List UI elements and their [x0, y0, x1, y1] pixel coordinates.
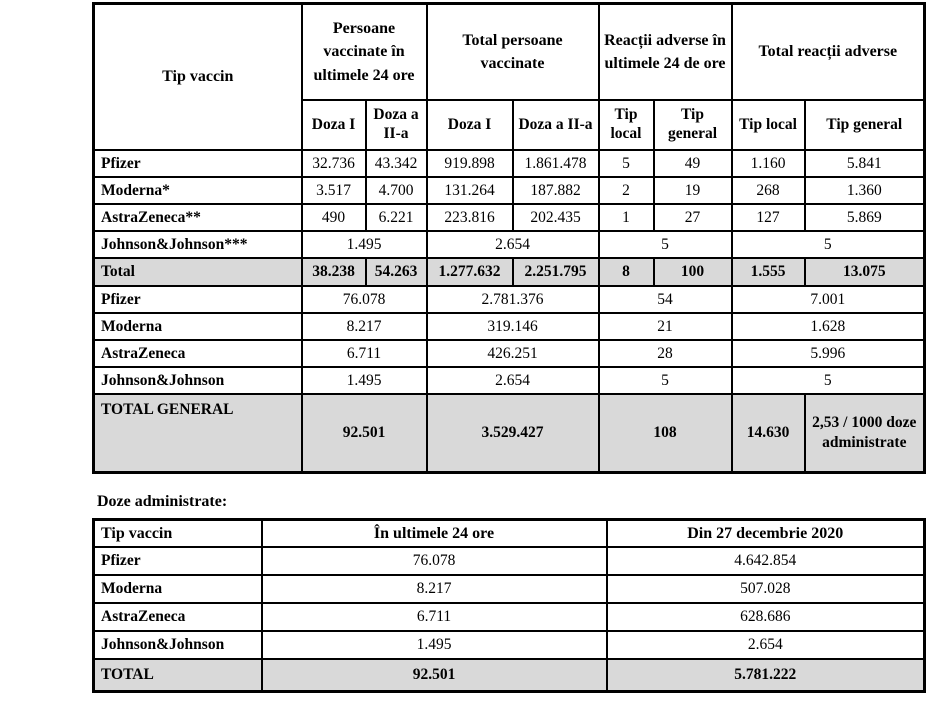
table-row-astrazeneca — [94, 603, 925, 631]
column-header-last24h: În ultimele 24 ore — [262, 520, 607, 548]
value-cell: 2 — [599, 177, 654, 204]
column-header-doza1: Doza I — [302, 100, 366, 150]
value-cell: 1.861.478 — [513, 150, 599, 177]
value-cell: 1.277.632 — [427, 258, 513, 286]
value-cell: 100 — [654, 258, 732, 286]
table-row-moderna-combined — [94, 313, 925, 340]
value-cell: 27 — [654, 204, 732, 231]
vaccine-name-cell: AstraZeneca — [94, 603, 262, 631]
value-cell: 2.781.376 — [427, 286, 599, 313]
value-cell: 3.517 — [302, 177, 366, 204]
value-cell: 5 — [599, 367, 732, 394]
vaccine-name-cell: Johnson&Johnson — [94, 367, 302, 394]
group-header-vaccinated-24h: Persoane vaccinate în ultimele 24 ore — [302, 4, 427, 101]
value-cell: 76.078 — [262, 547, 607, 575]
value-cell: 1 — [599, 204, 654, 231]
value-cell: 1.495 — [302, 231, 427, 258]
value-cell: 1.495 — [302, 367, 427, 394]
value-cell: 28 — [599, 340, 732, 367]
value-cell: 5.781.222 — [607, 659, 925, 692]
value-cell: 8.217 — [262, 575, 607, 603]
value-cell: 1.628 — [732, 313, 925, 340]
column-header-doza1-total: Doza I — [427, 100, 513, 150]
value-cell: 1.495 — [262, 631, 607, 659]
value-cell: 92.501 — [262, 659, 607, 692]
table-row-total-general — [94, 394, 925, 473]
value-cell: 13.075 — [805, 258, 925, 286]
vaccine-name-cell: AstraZeneca** — [94, 204, 302, 231]
group-header-reactions-24h: Reacții adverse în ultimele 24 de ore — [599, 4, 732, 101]
group-header-total-reactions: Total reacții adverse — [732, 4, 925, 101]
value-cell: 202.435 — [513, 204, 599, 231]
reaction-rate-cell: 2,53 / 1000 doze administrate — [805, 394, 925, 473]
column-header-tip-local-24h: Tip local — [599, 100, 654, 150]
column-header-tip-local-total: Tip local — [732, 100, 805, 150]
value-cell: 8 — [599, 258, 654, 286]
table-row-pfizer-combined — [94, 286, 925, 313]
value-cell: 1.555 — [732, 258, 805, 286]
value-cell: 32.736 — [302, 150, 366, 177]
table-row-moderna-doses — [94, 177, 925, 204]
column-header-tip-general-total: Tip general — [805, 100, 925, 150]
vaccine-name-cell: Pfizer — [94, 547, 262, 575]
value-cell: 223.816 — [427, 204, 513, 231]
value-cell: 2.654 — [427, 367, 599, 394]
value-cell: 21 — [599, 313, 732, 340]
value-cell: 426.251 — [427, 340, 599, 367]
table-row-total — [94, 258, 925, 286]
value-cell: 5 — [732, 231, 925, 258]
column-header-tip-general-24h: Tip general — [654, 100, 732, 150]
value-cell: 54 — [599, 286, 732, 313]
value-cell: 6.221 — [366, 204, 427, 231]
value-cell: 490 — [302, 204, 366, 231]
value-cell: 14.630 — [732, 394, 805, 473]
column-header-doza2: Doza a II-a — [366, 100, 427, 150]
table-row-johnson-combined — [94, 367, 925, 394]
doses-administered-label: Doze administrate: — [97, 493, 228, 510]
value-cell: 6.711 — [302, 340, 427, 367]
column-header-tip-vaccin: Tip vaccin — [94, 520, 262, 548]
header-row-groups — [94, 4, 925, 101]
table-row-pfizer-doses — [94, 150, 925, 177]
vaccine-name-cell: Pfizer — [94, 286, 302, 313]
vaccine-name-cell: Moderna — [94, 313, 302, 340]
value-cell: 4.700 — [366, 177, 427, 204]
table-row-total — [94, 659, 925, 692]
doses-administered-table — [92, 518, 926, 693]
value-cell: 187.882 — [513, 177, 599, 204]
value-cell: 1.360 — [805, 177, 925, 204]
value-cell: 507.028 — [607, 575, 925, 603]
vaccine-name-cell: Johnson&Johnson — [94, 631, 262, 659]
value-cell: 8.217 — [302, 313, 427, 340]
value-cell: 19 — [654, 177, 732, 204]
value-cell: 5 — [599, 231, 732, 258]
vaccine-name-cell: Moderna* — [94, 177, 302, 204]
value-cell: 5.869 — [805, 204, 925, 231]
header-row — [94, 520, 925, 548]
table-row-moderna — [94, 575, 925, 603]
value-cell: 43.342 — [366, 150, 427, 177]
vaccine-name-cell: Pfizer — [94, 150, 302, 177]
value-cell: 127 — [732, 204, 805, 231]
vaccine-name-cell: Moderna — [94, 575, 262, 603]
value-cell: 5.996 — [732, 340, 925, 367]
column-header-since-dec27: Din 27 decembrie 2020 — [607, 520, 925, 548]
value-cell: 5.841 — [805, 150, 925, 177]
table-row-astrazeneca-combined — [94, 340, 925, 367]
value-cell: 92.501 — [302, 394, 427, 473]
value-cell: 5 — [599, 150, 654, 177]
value-cell: 6.711 — [262, 603, 607, 631]
value-cell: 131.264 — [427, 177, 513, 204]
total-label-cell: TOTAL — [94, 659, 262, 692]
value-cell: 7.001 — [732, 286, 925, 313]
value-cell: 108 — [599, 394, 732, 473]
value-cell: 919.898 — [427, 150, 513, 177]
vaccine-name-cell: Johnson&Johnson*** — [94, 231, 302, 258]
value-cell: 2.251.795 — [513, 258, 599, 286]
value-cell: 628.686 — [607, 603, 925, 631]
table-row-johnson-doses — [94, 231, 925, 258]
vaccination-report-table — [92, 2, 926, 474]
value-cell: 38.238 — [302, 258, 366, 286]
group-header-total-vaccinated: Total persoane vaccinate — [427, 4, 599, 101]
value-cell: 268 — [732, 177, 805, 204]
value-cell: 3.529.427 — [427, 394, 599, 473]
value-cell: 4.642.854 — [607, 547, 925, 575]
value-cell: 1.160 — [732, 150, 805, 177]
value-cell: 319.146 — [427, 313, 599, 340]
total-general-label-cell: TOTAL GENERAL — [94, 394, 302, 473]
value-cell: 76.078 — [302, 286, 427, 313]
value-cell: 49 — [654, 150, 732, 177]
tip-vaccin-header: Tip vaccin — [94, 4, 302, 151]
total-label-cell: Total — [94, 258, 302, 286]
column-header-doza2-total: Doza a II-a — [513, 100, 599, 150]
table-row-johnson — [94, 631, 925, 659]
table-row-pfizer — [94, 547, 925, 575]
value-cell: 2.654 — [427, 231, 599, 258]
vaccine-name-cell: AstraZeneca — [94, 340, 302, 367]
value-cell: 5 — [732, 367, 925, 394]
value-cell: 2.654 — [607, 631, 925, 659]
value-cell: 54.263 — [366, 258, 427, 286]
table-row-astrazeneca-doses — [94, 204, 925, 231]
